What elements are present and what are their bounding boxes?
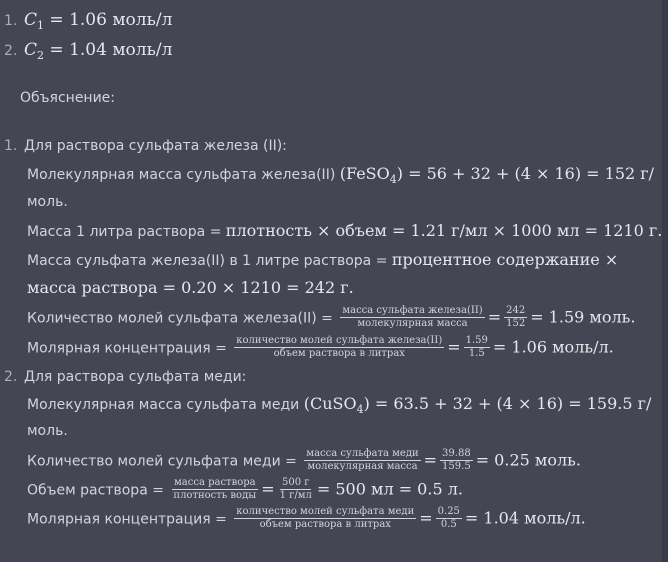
fraction: $\frac{0.25}{0.5}$ <box>437 506 460 530</box>
list-number: 1. <box>4 13 18 29</box>
cu-formula: (CuSO$_4$) = 63.5 + 32 + (4 × 16) = 159.5 г/ <box>303 394 652 416</box>
fe-moles-line: Количество молей сульфата железа(II) = $\frac{\text{масса сульфата железа(II)}}{\text{молекулярная масса}}$ = $\frac{242}{152}$ = 1.59 моль. <box>27 305 636 329</box>
fe-formula: (FeSO$_4$) = 56 + 32 + (4 × 16) = 152 г/ <box>339 164 655 186</box>
fraction: $\frac{39.88}{159.5}$ <box>442 448 471 472</box>
fraction: $\frac{\text{масса сульфата железа(II)}}{\text{молекулярная масса}}$ <box>342 305 483 329</box>
cu-concentration-line: Молярная концентрация = $\frac{\text{количество молей сульфата меди}}{\text{объем раствора в литрах}}$ = $\frac{0.25}{0.5}$ = 1.04 моль/л. <box>27 506 586 530</box>
explanation-label: Объяснение: <box>20 90 116 106</box>
fraction: $\frac{500 г}{1 г/мл}$ <box>279 477 312 501</box>
list-number: 1. <box>4 138 18 154</box>
fraction: $\frac{\text{масса раствора}}{\text{плотность воды}}$ <box>173 477 257 501</box>
fraction: $\frac{1.59}{1.5}$ <box>465 335 488 359</box>
fraction: $\frac{\text{количество молей сульфата меди}}{\text{объем раствора в литрах}}$ <box>236 506 415 530</box>
list-number: 2. <box>4 43 18 59</box>
list-number: 2. <box>4 369 18 385</box>
fe-concentration-line: Молярная концентрация = $\frac{\text{количество молей сульфата железа(II)}}{\text{объем раствора в литрах}}$ = $\frac{1.59}{1.5}$ = 1.06 моль/л. <box>27 335 614 359</box>
cu-volume-line: Объем раствора = $\frac{\text{масса раствора}}{\text{плотность воды}}$ = $\frac{500 г}{1 г/мл}$ = 500 мл = 0.5 л. <box>27 477 463 501</box>
result-formula: $C_1 = 1.06$ моль/л <box>24 10 173 32</box>
result-item-2 <box>4 40 172 66</box>
fe-molar-mass-line: Молекулярная масса сульфата железа(II) (FeSO$_4$) = 56 + 32 + (4 × 16) = 152 г/ <box>27 164 655 186</box>
result-item-1 <box>4 10 172 36</box>
cu-molar-mass-line: Молекулярная масса сульфата меди (CuSO$_4$) = 63.5 + 32 + (4 × 16) = 159.5 г/ <box>27 394 652 416</box>
fraction: $\frac{242}{152}$ <box>506 305 526 329</box>
cu-moles-line: Количество молей сульфата меди = $\frac{\text{масса сульфата меди}}{\text{молекулярная масса}}$ = $\frac{39.88}{159.5}$ = 0.25 моль. <box>27 448 581 472</box>
fraction: $\frac{\text{количество молей сульфата железа(II)}}{\text{объем раствора в литрах}}$ <box>236 335 443 359</box>
fraction: $\frac{\text{масса сульфата меди}}{\text{молекулярная масса}}$ <box>306 448 419 472</box>
result-formula: $C_2 = 1.04$ моль/л <box>24 40 173 62</box>
fe-solution-mass-line: Масса 1 литра раствора = плотность × объем = 1.21 г/мл × 1000 мл = 1210 г. <box>27 221 663 240</box>
scrollbar[interactable] <box>662 0 668 562</box>
cu-molar-mass-unit: моль. <box>27 423 68 439</box>
section-2-heading: 2. Для раствора сульфата меди: <box>4 369 247 385</box>
section-1-heading: 1. Для раствора сульфата железа (II): <box>4 138 287 154</box>
fe-molar-mass-unit: моль. <box>27 194 68 210</box>
fe-sulfate-mass-line: Масса сульфата железа(II) в 1 литре раствора = процентное содержание × <box>27 250 619 269</box>
fe-sulfate-mass-line-2: масса раствора = 0.20 × 1210 = 242 г. <box>27 278 354 297</box>
